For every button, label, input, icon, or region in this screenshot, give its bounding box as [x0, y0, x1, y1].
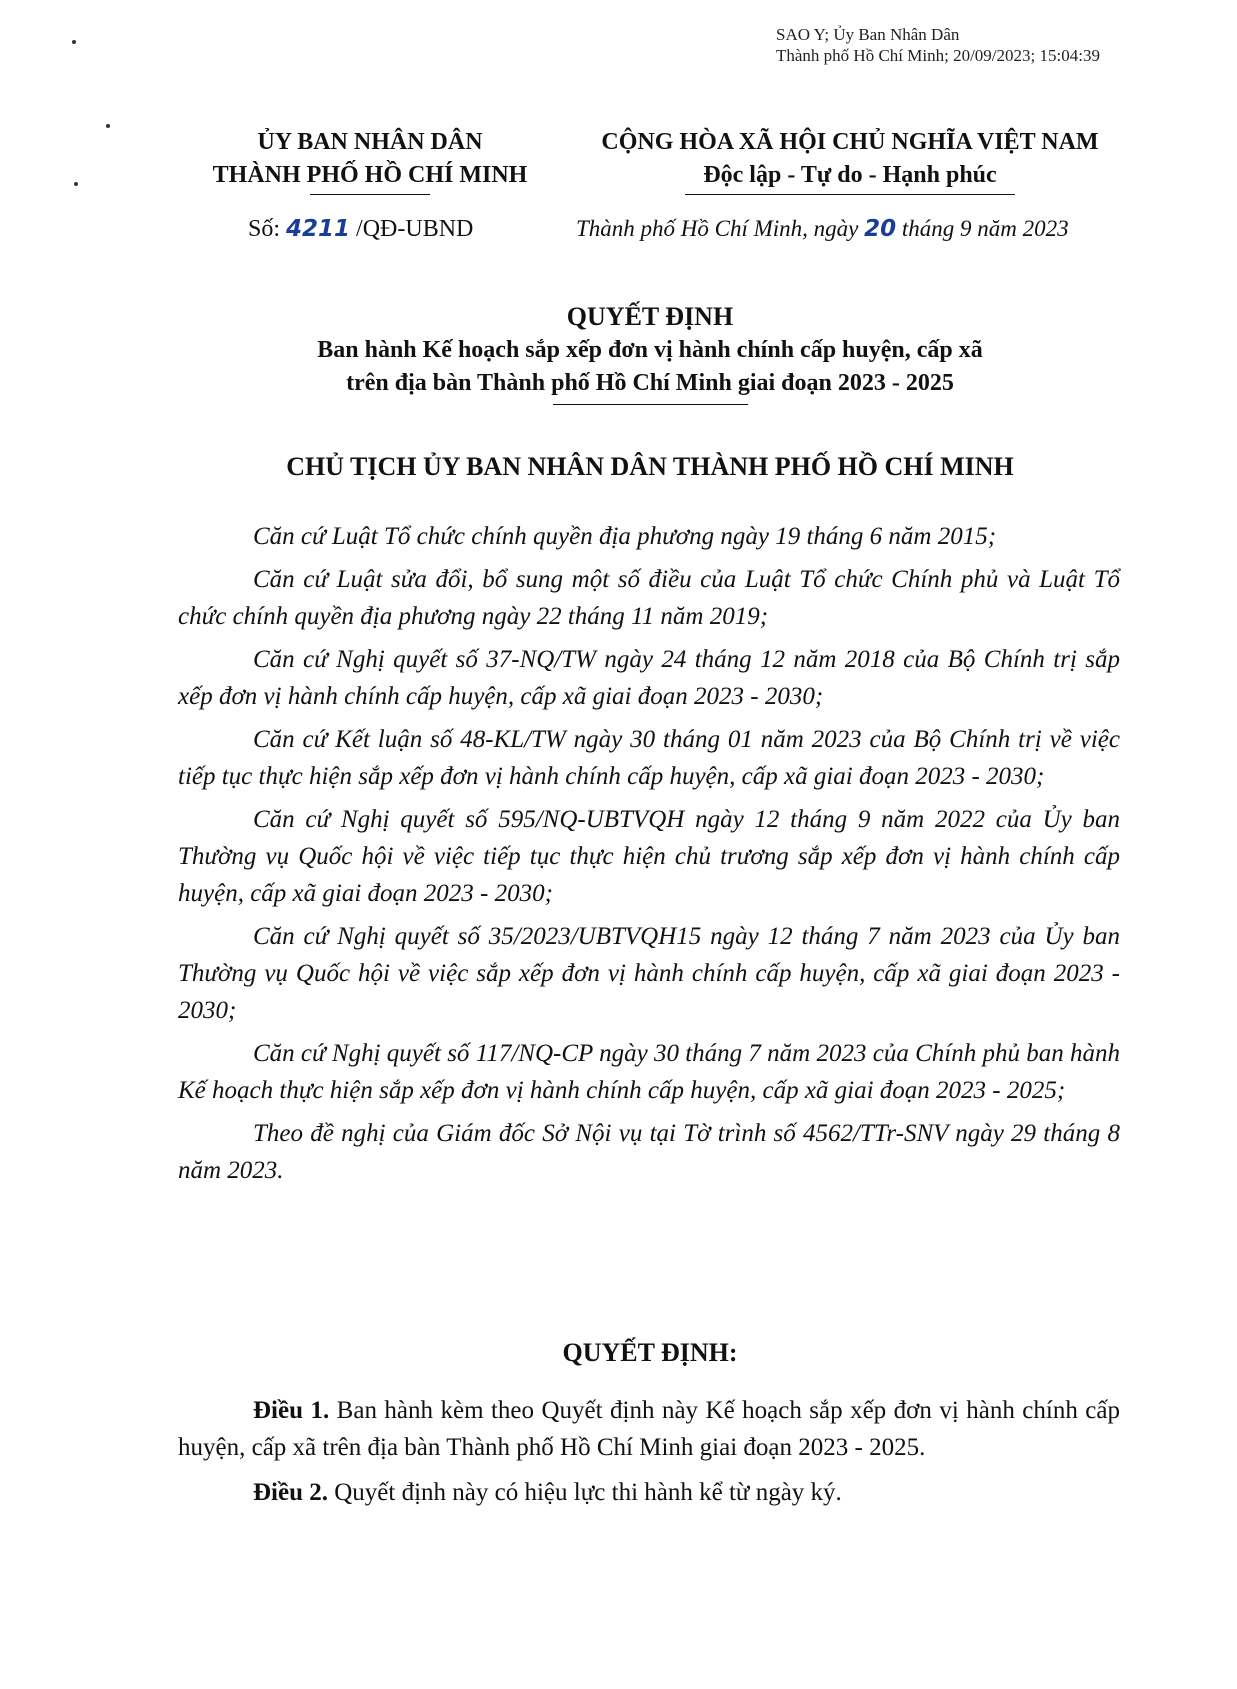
document-number-prefix: Số: [248, 216, 287, 242]
document-number-suffix: /QĐ-UBND [350, 216, 474, 242]
legal-basis-item: Căn cứ Luật sửa đổi, bổ sung một số điều của Luật Tổ chức Chính phủ và Luật Tổ chức chính quyền địa phương ngày 22 tháng 11 năm 2019; [178, 566, 1120, 630]
document-number-value: 4211 [286, 216, 351, 242]
national-name: CỘNG HÒA XÃ HỘI CHỦ NGHĨA VIỆT NAM [601, 129, 1099, 155]
legal-basis-item: Theo đề nghị của Giám đốc Sở Nội vụ tại Tờ trình số 4562/TTr-SNV ngày 29 tháng 8 năm 2023. [178, 1120, 1120, 1184]
issuing-authority-line2: THÀNH PHỐ HỒ CHÍ MINH [212, 162, 528, 188]
national-motto-header [570, 126, 1130, 195]
legal-basis-item: Căn cứ Nghị quyết số 117/NQ-CP ngày 30 tháng 7 năm 2023 của Chính phủ ban hành Kế hoạch thực hiện sắp xếp đơn vị hành chính cấp huyện, cấp xã giai đoạn 2023 - 2025; [178, 1040, 1120, 1104]
document-title [160, 300, 1140, 405]
copy-stamp-line2: Thành phố Hồ Chí Minh; 20/09/2023; 15:04:39 [776, 46, 1100, 65]
article-2-text: Quyết định này có hiệu lực thi hành kể từ ngày ký. [328, 1479, 842, 1506]
decision-heading: QUYẾT ĐỊNH: [562, 1338, 738, 1367]
national-motto: Độc lập - Tự do - Hạnh phúc [703, 162, 997, 188]
copy-stamp [776, 24, 1100, 66]
articles [178, 1392, 1120, 1519]
legal-basis-item: Căn cứ Luật Tổ chức chính quyền địa phương ngày 19 tháng 6 năm 2015; [253, 523, 997, 550]
scan-speck [74, 182, 78, 186]
document-date-before: Thành phố Hồ Chí Minh, ngày [576, 216, 865, 241]
document-date-after: tháng 9 năm 2023 [896, 216, 1069, 241]
legal-basis-item: Căn cứ Nghị quyết số 35/2023/UBTVQH15 ngày 12 tháng 7 năm 2023 của Ủy ban Thường vụ Quốc hội về việc sắp xếp đơn vị hành chính cấp huyện, cấp xã giai đoạn 2023 - 2030; [178, 923, 1120, 1024]
legal-basis-item: Căn cứ Kết luận số 48-KL/TW ngày 30 tháng 01 năm 2023 của Bộ Chính trị về việc tiếp tục thực hiện sắp xếp đơn vị hành chính cấp huyện, cấp xã giai đoạn 2023 - 2030; [178, 726, 1120, 790]
motto-divider [685, 194, 1015, 195]
issuing-authority-header [170, 126, 570, 195]
article-1-text: Ban hành kèm theo Quyết định này Kế hoạch sắp xếp đơn vị hành chính cấp huyện, cấp xã trên địa bàn Thành phố Hồ Chí Minh giai đoạn 2023 - 2025. [178, 1397, 1120, 1461]
document-date-day: 20 [864, 216, 897, 242]
scan-speck [106, 124, 110, 128]
document-number [248, 216, 473, 243]
signing-authority: CHỦ TỊCH ỦY BAN NHÂN DÂN THÀNH PHỐ HỒ CHÍ MINH [286, 452, 1014, 481]
header-divider [310, 194, 430, 195]
title-subject-line1: Ban hành Kế hoạch sắp xếp đơn vị hành chính cấp huyện, cấp xã [317, 337, 983, 363]
document-date [576, 216, 1069, 242]
title-heading: QUYẾT ĐỊNH [566, 302, 734, 331]
issuing-authority-line1: ỦY BAN NHÂN DÂN [257, 129, 483, 155]
title-subject-line2: trên địa bàn Thành phố Hồ Chí Minh giai đoạn 2023 - 2025 [346, 370, 954, 396]
article-2-label: Điều 2. [253, 1479, 328, 1506]
article-1-label: Điều 1. [253, 1397, 330, 1424]
title-divider [553, 404, 748, 405]
article-2 [178, 1474, 1120, 1511]
legal-basis-item: Căn cứ Nghị quyết số 37-NQ/TW ngày 24 tháng 12 năm 2018 của Bộ Chính trị sắp xếp đơn vị hành chính cấp huyện, cấp xã giai đoạn 2023 - 2030; [178, 646, 1120, 710]
article-1 [178, 1392, 1120, 1466]
legal-basis-item: Căn cứ Nghị quyết số 595/NQ-UBTVQH ngày 12 tháng 9 năm 2022 của Ủy ban Thường vụ Quốc hội về việc tiếp tục thực hiện chủ trương sắp xếp đơn vị hành chính cấp huyện, cấp xã giai đoạn 2023 - 2030; [178, 806, 1120, 907]
legal-basis [178, 518, 1120, 1195]
scan-speck [72, 40, 76, 44]
copy-stamp-line1: SAO Y; Ủy Ban Nhân Dân [776, 25, 960, 44]
